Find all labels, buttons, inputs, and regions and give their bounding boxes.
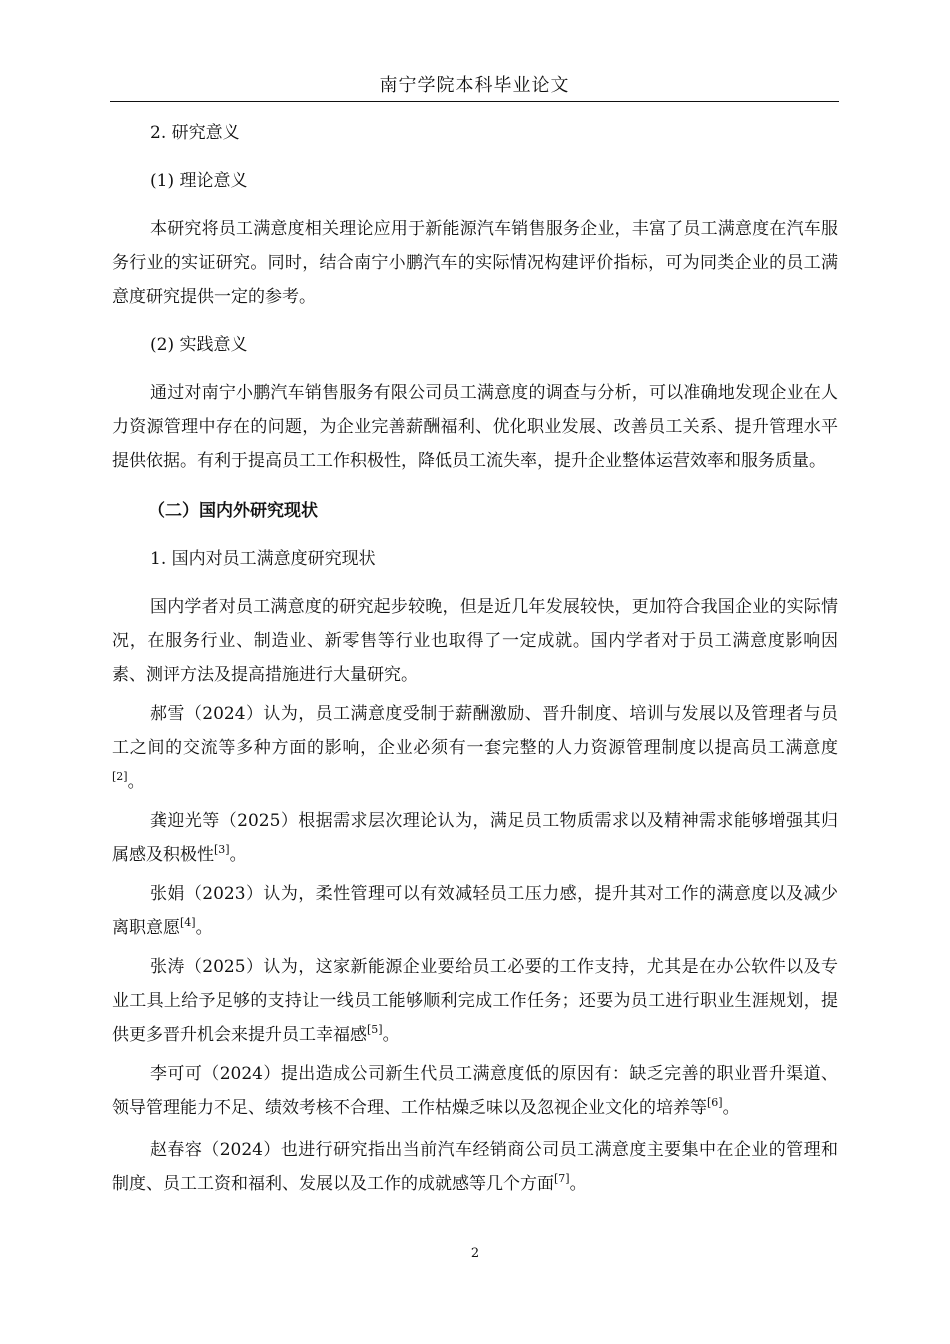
citation-ref: [5] bbox=[367, 1023, 383, 1036]
paragraph-citation-haoxue: 郝雪（2024）认为，员工满意度受制于薪酬激励、晋升制度、培训与发展以及管理者与员工之间的交流等多种方面的影响，企业必须有一套完整的人力资源管理制度以提高员工满意度[2]。 bbox=[112, 704, 838, 792]
page-body bbox=[112, 116, 838, 1201]
citation-ref: [3] bbox=[214, 843, 230, 856]
section-heading-domestic-status: 1. 国内对员工满意度研究现状 bbox=[150, 549, 376, 569]
paragraph-domestic-intro: 国内学者对员工满意度的研究起步较晚，但是近几年发展较快，更加符合我国企业的实际情况，在服务行业、制造业、新零售等行业也取得了一定成就。国内学者对于员工满意度影响因素、测评方法及提高措施进行大量研究。 bbox=[112, 597, 838, 685]
citation-ref: [6] bbox=[707, 1096, 723, 1109]
paragraph-citation-zhangjuan: 张娟（2023）认为，柔性管理可以有效减轻员工压力感，提升其对工作的满意度以及减少离职意愿[4]。 bbox=[112, 884, 838, 938]
paragraph-citation-zhaochunrong: 赵春容（2024）也进行研究指出当前汽车经销商公司员工满意度主要集中在企业的管理和制度、员工工资和福利、发展以及工作的成就感等几个方面[7]。 bbox=[112, 1140, 838, 1194]
paragraph-citation-zhangtao: 张涛（2025）认为，这家新能源企业要给员工必要的工作支持，尤其是在办公软件以及专业工具上给予足够的支持让一线员工能够顺利完成工作任务；还要为员工进行职业生涯规划，提供更多晋升机会来提升员工幸福感[5]。 bbox=[112, 957, 838, 1045]
paragraph-citation-likeke: 李可可（2024）提出造成公司新生代员工满意度低的原因有：缺乏完善的职业晋升渠道、领导管理能力不足、绩效考核不合理、工作枯燥乏味以及忽视企业文化的培养等[6]。 bbox=[112, 1064, 838, 1118]
paragraph-practice: 通过对南宁小鹏汽车销售服务有限公司员工满意度的调查与分析，可以准确地发现企业在人力资源管理中存在的问题，为企业完善薪酬福利、优化职业发展、改善员工关系、提升管理水平提供依据。有利于提高员工工作积极性，降低员工流失率，提升企业整体运营效率和服务质量。 bbox=[112, 383, 838, 471]
section-heading-research-significance: 2. 研究意义 bbox=[150, 123, 240, 143]
paragraph-theory: 本研究将员工满意度相关理论应用于新能源汽车销售服务企业，丰富了员工满意度在汽车服务行业的实证研究。同时，结合南宁小鹏汽车的实际情况构建评价指标，可为同类企业的员工满意度研究提供一定的参考。 bbox=[112, 219, 838, 307]
subsection-practice-significance: (2) 实践意义 bbox=[150, 335, 248, 355]
page-number: 2 bbox=[470, 1246, 480, 1261]
subsection-theory-significance: (1) 理论意义 bbox=[150, 171, 248, 191]
paragraph-citation-gongyingguang: 龚迎光等（2025）根据需求层次理论认为，满足员工物质需求以及精神需求能够增强其归属感及积极性[3]。 bbox=[112, 811, 838, 865]
chapter-heading-research-status: （二）国内外研究现状 bbox=[148, 501, 318, 521]
citation-ref: [2] bbox=[112, 770, 128, 783]
citation-ref: [4] bbox=[180, 916, 196, 929]
header-rule bbox=[110, 101, 839, 102]
running-header: 南宁学院本科毕业论文 bbox=[379, 75, 570, 96]
citation-ref: [7] bbox=[554, 1172, 570, 1185]
